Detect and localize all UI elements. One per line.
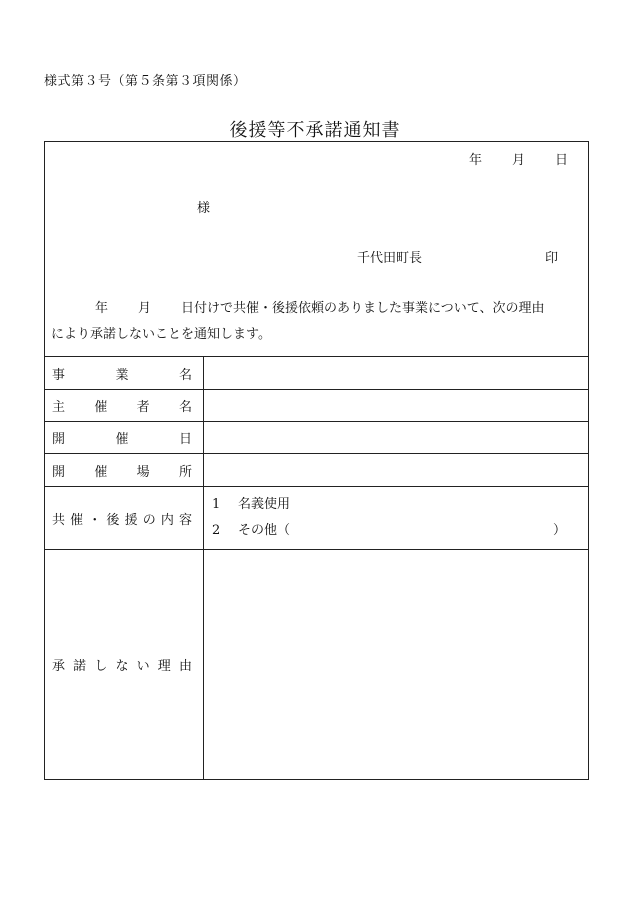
document-title: 後援等不承諾通知書 [229,120,401,141]
date-day-label: 日 [554,153,568,168]
option-name-use[interactable]: 1 名義使用 [212,497,291,512]
row-venue [45,454,589,487]
sender-name: 千代田町長 [357,251,423,266]
body-line-1-text: 日付けで共催・後援依頼のありました事業について、次の理由 [181,301,545,316]
row-event-name [45,357,589,390]
label-venue: 開 催 場 所 [45,454,204,487]
notice-body-line-2: により承諾しないことを通知します。 [51,327,271,342]
row-organizer [45,390,589,422]
body-year-label: 年 [95,301,109,316]
date-month-label: 月 [511,153,525,168]
value-reason[interactable] [204,550,589,780]
form-frame [44,141,589,780]
label-reason: 承 諾 し な い 理 由 [45,550,204,780]
row-date [45,422,589,454]
details-table [44,356,589,780]
label-event-name: 事 業 名 [45,357,204,390]
label-organizer: 主 催 者 名 [45,390,204,422]
value-venue[interactable] [204,454,589,487]
addressee-honorific: 様 [197,201,211,216]
value-organizer[interactable] [204,390,589,422]
value-date[interactable] [204,422,589,454]
value-content [204,487,589,550]
label-date: 開 催 日 [45,422,204,454]
date-line [469,149,568,168]
row-reason [45,550,589,780]
option-other[interactable]: 2 その他（ ） [212,518,588,544]
option-other-input[interactable] [290,518,553,544]
row-content [45,487,589,550]
date-year-label: 年 [468,153,482,168]
notice-body [51,296,583,348]
value-event-name[interactable] [204,357,589,390]
notice-body-line-1 [51,296,583,322]
label-content: 共 催 ・ 後 援 の 内 容 [45,487,204,550]
form-number: 様式第３号（第５条第３項関係） [44,74,247,89]
body-month-label: 月 [138,301,152,316]
seal-mark: 印 [545,251,559,266]
